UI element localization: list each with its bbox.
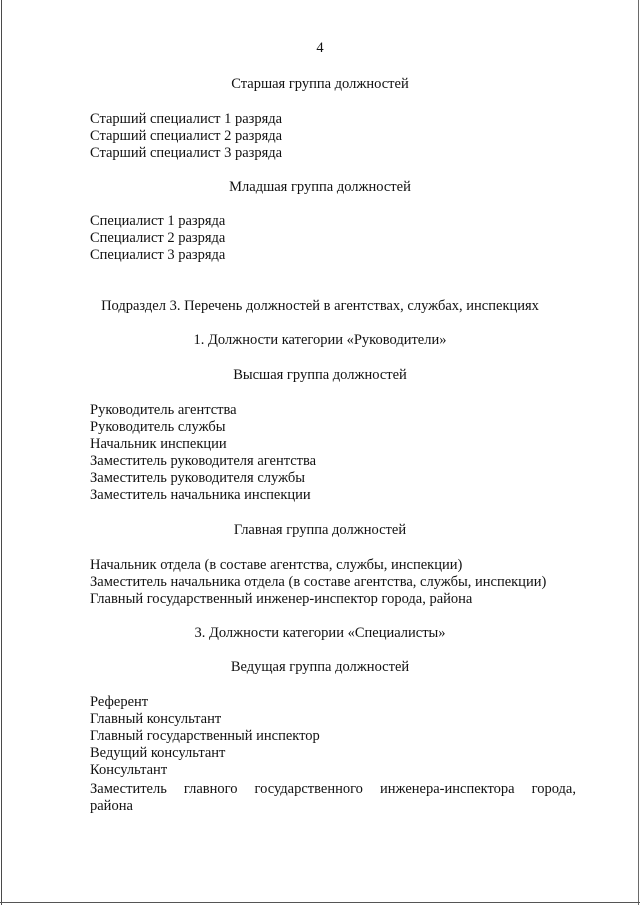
leading-group-item: Главный государственный инспектор — [90, 728, 320, 744]
junior-group-heading: Младшая группа должностей — [229, 179, 411, 195]
junior-group-item: Специалист 1 разряда — [90, 213, 226, 229]
highest-group-item: Заместитель руководителя агентства — [90, 453, 317, 469]
leading-group-heading: Ведущая группа должностей — [230, 659, 410, 675]
senior-group-item: Старший специалист 2 разряда — [90, 128, 283, 144]
highest-group-item: Начальник инспекции — [90, 436, 227, 452]
highest-group-item: Заместитель начальника инспекции — [90, 487, 311, 503]
category-leaders-heading: 1. Должности категории «Руководители» — [193, 332, 447, 348]
senior-group-item: Старший специалист 1 разряда — [90, 111, 283, 127]
main-group-heading: Главная группа должностей — [233, 522, 407, 538]
main-group-item: Главный государственный инженер-инспектор города, района — [90, 591, 473, 607]
highest-group-heading: Высшая группа должностей — [233, 367, 407, 383]
main-group-item: Начальник отдела (в составе агентства, службы, инспекции) — [90, 557, 463, 573]
subsection-title: Подраздел 3. Перечень должностей в агентствах, службах, инспекциях — [101, 298, 539, 314]
leading-group-item: Главный консультант — [90, 711, 222, 727]
junior-group-item: Специалист 2 разряда — [90, 230, 226, 246]
leading-group-item: Референт — [90, 694, 149, 710]
main-group-item: Заместитель начальника отдела (в составе агентства, службы, инспекции) — [90, 574, 547, 590]
leading-group-item-continuation: района — [90, 798, 133, 814]
page-number: 4 — [316, 40, 324, 56]
highest-group-item: Руководитель службы — [90, 419, 226, 435]
senior-group-heading: Старшая группа должностей — [231, 76, 409, 92]
junior-group-item: Специалист 3 разряда — [90, 247, 226, 263]
senior-group-item: Старший специалист 3 разряда — [90, 145, 283, 161]
highest-group-item: Заместитель руководителя службы — [90, 470, 306, 486]
category-specialists-heading: 3. Должности категории «Специалисты» — [194, 625, 446, 641]
leading-group-item-multiline: Заместитель главного государственного инженера-инспектора города, — [90, 781, 576, 797]
leading-group-item: Консультант — [90, 762, 168, 778]
highest-group-item: Руководитель агентства — [90, 402, 237, 418]
leading-group-item: Ведущий консультант — [90, 745, 226, 761]
